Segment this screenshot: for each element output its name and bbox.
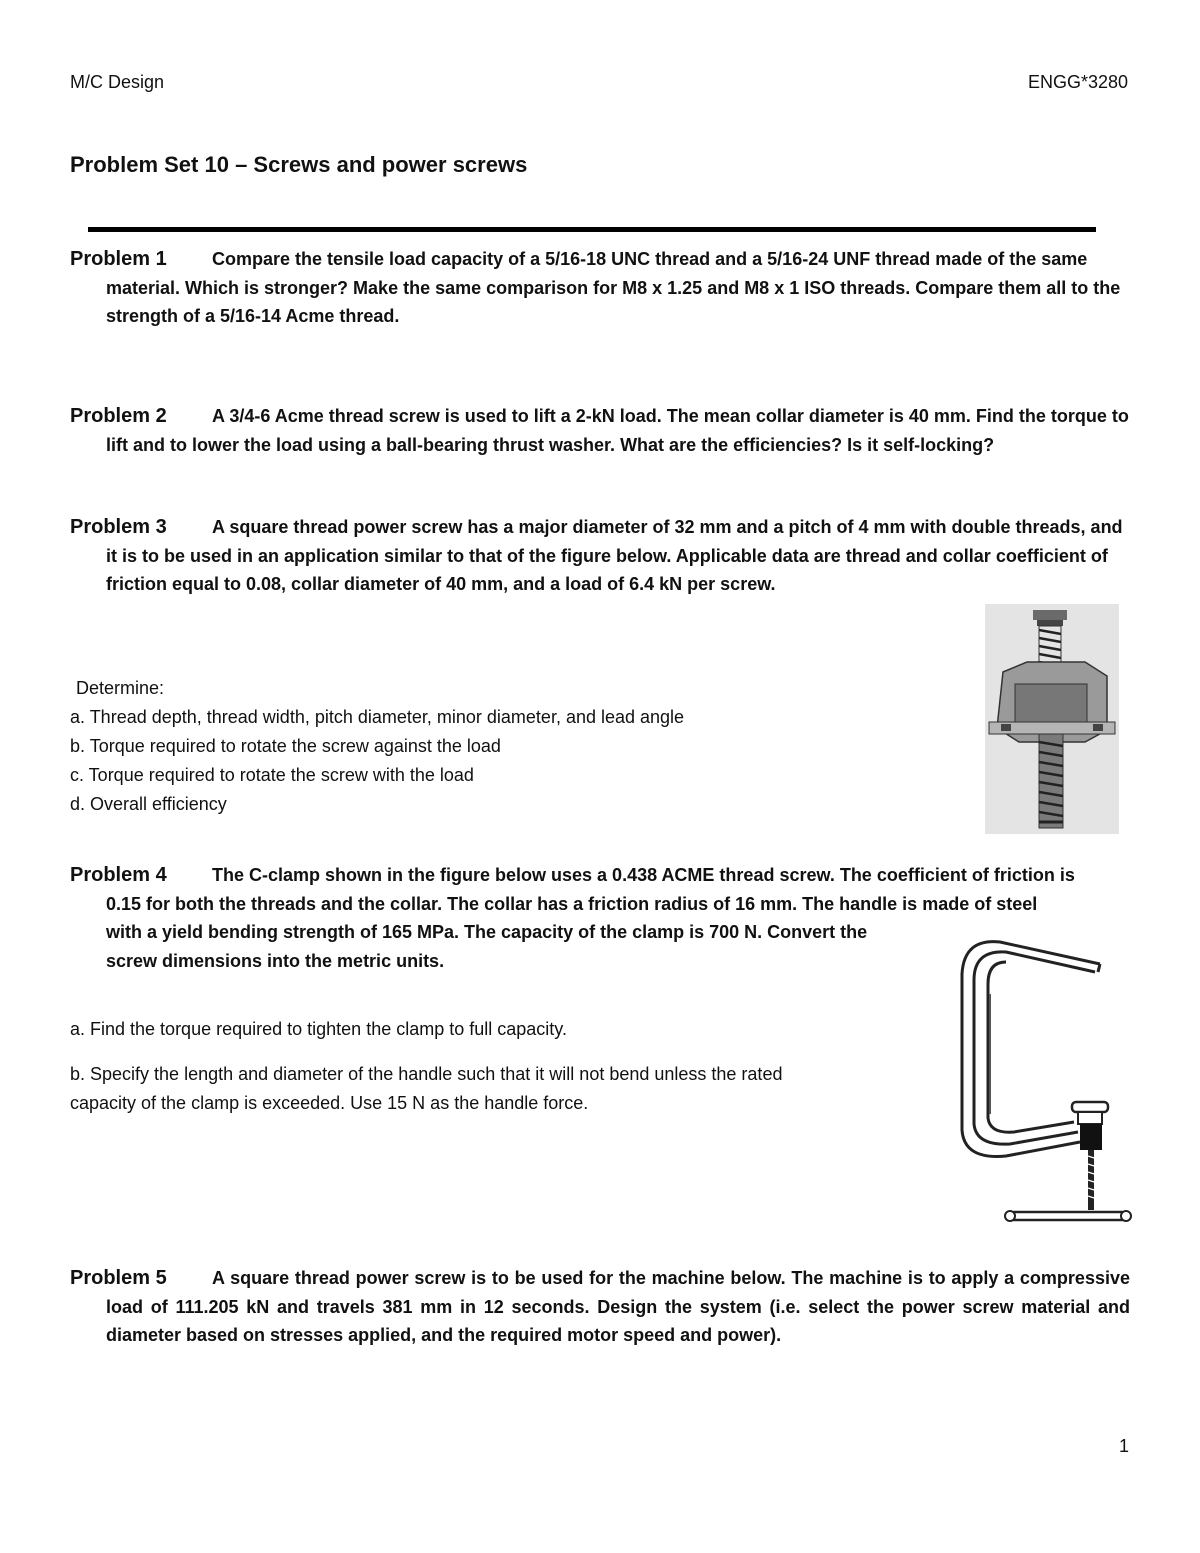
screw-jack-figure bbox=[985, 604, 1119, 834]
problem-3-text: A square thread power screw has a major diameter of 32 mm and a pitch of 4 mm with double threads, and it is to be used in an application similar to that of the figure below. Applicable data are thread and collar coefficient of friction equal to 0.08, collar diameter of 40 mm, and a load of 6.4 kN per screw. bbox=[106, 517, 1123, 594]
determine-item-d: d. Overall efficiency bbox=[70, 794, 227, 814]
problem-4-text-line-1: The C-clamp shown in the figure below uses a 0.438 ACME thread screw. The coefficient of friction is bbox=[212, 865, 1075, 885]
title-divider bbox=[88, 227, 1096, 232]
problem-5 bbox=[70, 1264, 1130, 1350]
problem-2 bbox=[70, 402, 1130, 459]
determine-item-b: b. Torque required to rotate the screw against the load bbox=[70, 736, 501, 756]
determine-item-c: c. Torque required to rotate the screw with the load bbox=[70, 765, 474, 785]
problem-3 bbox=[70, 513, 1130, 599]
problem-5-text: A square thread power screw is to be used for the machine below. The machine is to apply a compressive load of 111.205 kN and travels 381 mm in 12 seconds. Design the system (i.e. select the power screw material and diameter based on stresses applied, and the required motor speed and power). bbox=[106, 1268, 1130, 1345]
page-number: 1 bbox=[1119, 1436, 1130, 1456]
problem-2-label: Problem 2 bbox=[70, 405, 167, 427]
page-title: Problem Set 10 – Screws and power screws bbox=[70, 152, 528, 177]
header-course-name: M/C Design bbox=[70, 72, 165, 92]
problem-1-label: Problem 1 bbox=[70, 248, 167, 270]
c-clamp-figure bbox=[950, 934, 1140, 1230]
problem-1-text: Compare the tensile load capacity of a 5/16-18 UNC thread and a 5/16-24 UNF thread made of the same material. Which is stronger? Make the same comparison for M8 x 1.25 and M8 x 1 ISO threads. Compare them all to the strength of a 5/16-14 Acme thread. bbox=[106, 249, 1121, 326]
header-course-code: ENGG*3280 bbox=[1027, 72, 1128, 92]
problem-4 bbox=[70, 861, 1130, 971]
determine-heading: Determine: bbox=[76, 678, 165, 698]
problem-2-text: A 3/4-6 Acme thread screw is used to lift a 2-kN load. The mean collar diameter is 40 mm. Find the torque to lift and to lower the load using a ball-bearing thrust washer. What are the efficiencies? Is it self-locking? bbox=[106, 406, 1129, 455]
problem-4-label: Problem 4 bbox=[70, 864, 167, 886]
problem-4-text-line-3: with a yield bending strength of 165 MPa. The capacity of the clamp is 700 N. Convert the bbox=[106, 922, 868, 942]
determine-item-a: a. Thread depth, thread width, pitch diameter, minor diameter, and lead angle bbox=[70, 707, 685, 727]
problem-4-part-b-line-1: b. Specify the length and diameter of the handle such that it will not bend unless the rated bbox=[70, 1064, 783, 1084]
problem-4-text-line-2: 0.15 for both the threads and the collar. The collar has a friction radius of 16 mm. The handle is made of steel bbox=[106, 893, 1038, 914]
problem-1 bbox=[70, 245, 1130, 331]
problem-4-text-line-4: screw dimensions into the metric units. bbox=[106, 950, 445, 971]
problem-3-label: Problem 3 bbox=[70, 516, 167, 538]
problem-5-label: Problem 5 bbox=[70, 1267, 167, 1289]
problem-4-part-a: a. Find the torque required to tighten the clamp to full capacity. bbox=[70, 1019, 567, 1039]
problem-4-part-b-line-2: capacity of the clamp is exceeded. Use 15 N as the handle force. bbox=[70, 1093, 589, 1113]
